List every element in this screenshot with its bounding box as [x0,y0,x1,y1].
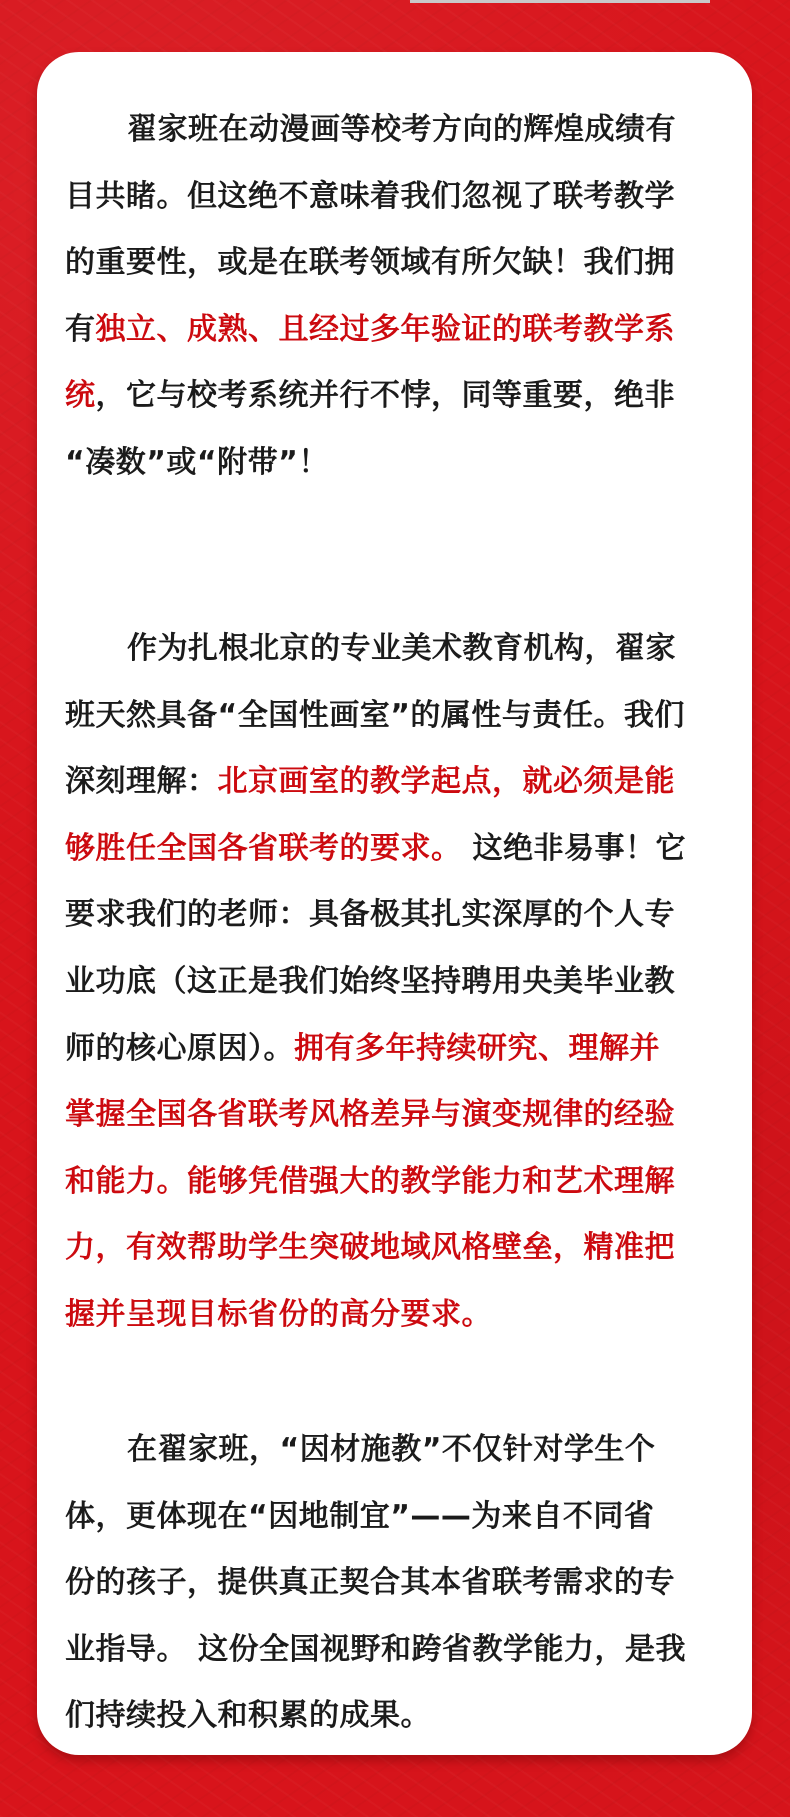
paragraph-3 [65,1417,725,1750]
highlight-text: 够胜任全国各省联考的要求。 [65,830,462,866]
paragraph-3-line-1: 在翟家班，“因材施教”不仅针对学生个 [127,1432,656,1467]
paragraph-2-line-7 [65,1016,725,1083]
paragraph-2-line-3 [65,749,725,816]
paragraph-2-line-5: 要求我们的老师：具备极其扎实深厚的个人专 [65,897,675,933]
paragraph-1-line-3: 的重要性，或是在联考领域有所欠缺！我们拥 [65,245,675,281]
paragraph-3-line-3: 份的孩子，提供真正契合其本省联考需求的专 [65,1565,675,1601]
paragraph-1-line-1: 翟家班在动漫画等校考方向的辉煌成绩有 [127,112,676,147]
paragraph-3-line-4: 业指导。 这份全国视野和跨省教学能力，是我 [65,1631,686,1667]
paragraph-2-line-6: 业功底（这正是我们始终坚持聘用央美毕业教 [65,963,675,999]
plain-text: 师的核心原因）。 [65,1030,294,1066]
paragraph-2 [65,616,725,1349]
paragraph-1 [65,97,725,497]
highlight-text: 拥有多年持续研究、理解并 [294,1030,660,1066]
paragraph-2-line-1: 作为扎根北京的专业美术教育机构，翟家 [127,631,676,666]
plain-text: 深刻理解： [65,764,218,800]
article-card [37,52,752,1755]
paragraph-1-line-4 [65,297,725,364]
paragraph-2-line-9: 和能力。能够凭借强大的教学能力和艺术理解 [65,1163,675,1199]
highlight-text: 北京画室的教学起点，就必须是能 [217,764,675,800]
highlight-text: 独立、成熟、且经过多年验证的联考教学系 [95,311,675,347]
plain-text: 有 [65,311,96,347]
plain-text: 这绝非易事！它 [461,830,686,866]
top-divider-bar [410,0,710,3]
paragraph-1-line-2: 目共睹。但这绝不意味着我们忽视了联考教学 [65,178,675,214]
paragraph-3-line-2: 体，更体现在“因地制宜”——为来自不同省 [65,1498,655,1534]
paragraph-1-line-6: “凑数”或“附带”！ [65,444,329,480]
paragraph-1-line-5 [65,363,725,430]
paragraph-3-line-5: 们持续投入和积累的成果。 [65,1698,431,1734]
paragraph-2-line-11: 握并呈现目标省份的高分要求。 [65,1296,492,1332]
paragraph-2-line-10: 力，有效帮助学生突破地域风格壁垒，精准把 [65,1230,675,1266]
plain-text: ，它与校考系统并行不悖，同等重要，绝非 [95,378,675,414]
paragraph-2-line-2: 班天然具备“全国性画室”的属性与责任。我们 [65,697,685,733]
paragraph-2-line-4 [65,816,725,883]
paragraph-2-line-8: 掌握全国各省联考风格差异与演变规律的经验 [65,1097,675,1133]
highlight-text: 统 [65,378,96,414]
